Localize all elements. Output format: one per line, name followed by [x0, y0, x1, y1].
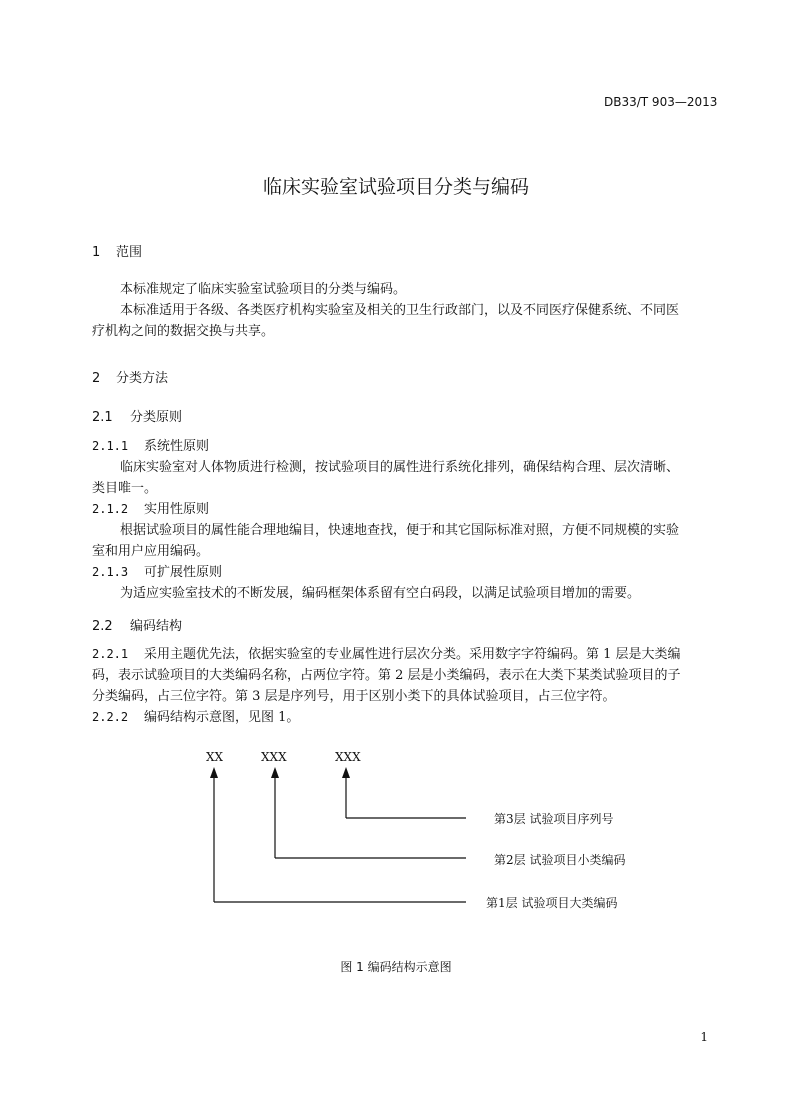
section-title: 实用性原则 — [144, 502, 210, 517]
paragraph: 本标准适用于各级、各类医疗机构实验室及相关的卫生行政部门，以及不同医疗保健系统、不同医 — [120, 303, 680, 318]
document-title: 临床实验室试验项目分类与编码 — [262, 176, 529, 198]
section-number: 2.1.2 — [92, 502, 129, 516]
standard-number: DB33/T 903—2013 — [604, 95, 718, 109]
code-level-1: XX — [206, 750, 224, 764]
section-title: 分类原则 — [130, 410, 183, 425]
paragraph-continuation: 疗机构之间的数据交换与共享。 — [92, 324, 275, 339]
paragraph: 本标准规定了临床实验室试验项目的分类与编码。 — [120, 282, 407, 297]
section-number: 2.1.3 — [92, 565, 129, 579]
section-number: 2.1.1 — [92, 439, 129, 453]
arrow-up-icon — [271, 767, 279, 778]
paragraph: 为适应实验室技术的不断发展，编码框架体系留有空白码段，以满足试验项目增加的需要。 — [120, 586, 641, 601]
layer-1-label: 第1层 试验项目大类编码 — [486, 896, 618, 910]
section-number: 2.1 — [92, 410, 113, 425]
section-number: 2.2 — [92, 619, 113, 634]
section-number: 2.2.2 — [92, 710, 129, 724]
layer-2-label: 第2层 试验项目小类编码 — [494, 853, 626, 867]
section-number: 2 — [92, 371, 101, 386]
code-level-2: XXX — [261, 750, 287, 764]
code-level-3: XXX — [335, 750, 361, 764]
section-title: 可扩展性原则 — [144, 565, 223, 580]
section-title: 范围 — [116, 245, 143, 260]
section-title: 编码结构 — [130, 619, 183, 634]
paragraph: 根据试验项目的属性能合理地编目，快速地查找，便于和其它国际标准对照，方便不同规模的实验 — [120, 523, 680, 538]
page-number: 1 — [700, 1030, 708, 1044]
section-number: 2.2.1 — [92, 647, 129, 661]
paragraph-continuation: 分类编码，占三位字符。第 3 层是序列号，用于区别小类下的具体试验项目，占三位字符。 — [92, 689, 616, 704]
paragraph: 临床实验室对人体物质进行检测，按试验项目的属性进行系统化排列，确保结构合理、层次清晰、 — [120, 460, 680, 475]
paragraph-continuation: 类目唯一。 — [92, 481, 158, 496]
arrow-up-icon — [210, 767, 218, 778]
figure-caption: 图 1 编码结构示意图 — [340, 960, 452, 974]
section-number: 1 — [92, 245, 101, 260]
paragraph: 采用主题优先法，依据实验室的专业属性进行层次分类。采用数字字符编码。第 1 层是大类编 — [144, 647, 681, 662]
section-title: 分类方法 — [116, 371, 169, 386]
paragraph-continuation: 室和用户应用编码。 — [92, 544, 210, 559]
arrow-up-icon — [342, 767, 350, 778]
paragraph: 编码结构示意图，见图 1。 — [144, 710, 300, 725]
layer-3-label: 第3层 试验项目序列号 — [494, 812, 614, 826]
section-title: 系统性原则 — [144, 439, 210, 454]
paragraph-continuation: 码，表示试验项目的大类编码名称，占两位字符。第 2 层是小类编码，表示在大类下某类试验项目的子 — [92, 668, 681, 683]
